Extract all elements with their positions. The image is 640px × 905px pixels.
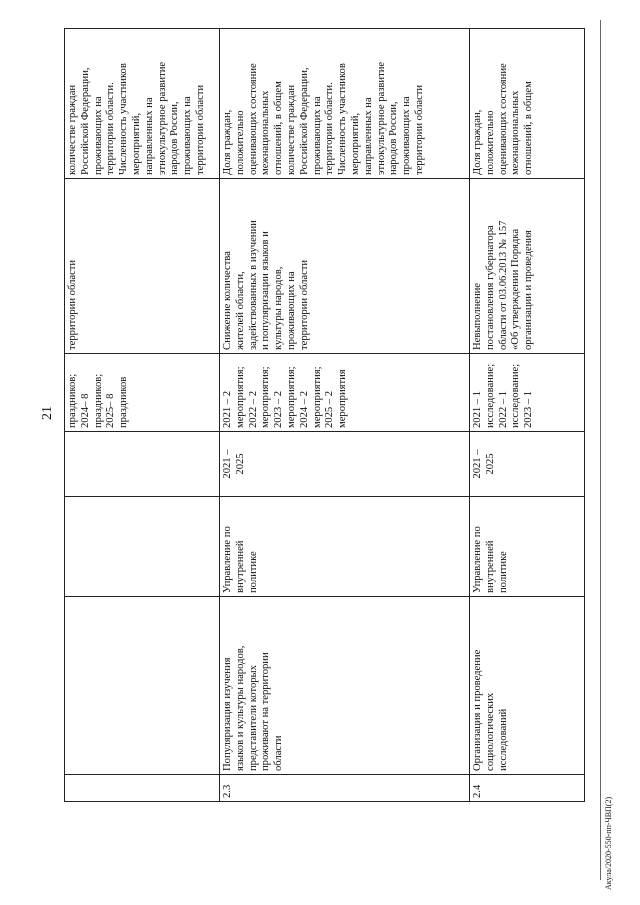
footer-divider	[600, 20, 601, 880]
executor: Управление по внутренней политике	[470, 497, 585, 597]
table-row	[470, 29, 585, 802]
rotated-table-container	[64, 29, 590, 802]
consequence: Снижение количества жителей области, задействованных в изучении и популяризации языков и культуры народов, проживающих на территории области	[220, 179, 470, 354]
event-name: Популяризация изучения языков и культуры народов, представители которых проживают на территории области	[220, 597, 470, 775]
executor: Управление по внутренней политике	[220, 497, 470, 597]
program-table	[64, 28, 585, 802]
table-row	[65, 29, 220, 802]
period: 2021 – 2025	[220, 432, 470, 497]
page-number: 21	[40, 406, 55, 420]
event-name	[65, 597, 220, 775]
row-number: 2.3	[220, 775, 470, 802]
indicators: 2021 – 1 исследование; 2022 – 1 исследование; 2023 – 1	[470, 354, 585, 432]
executor	[65, 497, 220, 597]
table-row	[220, 29, 470, 802]
consequence: Невыполнение постановления губернатора области от 03.06.2013 № 157 «Об утверждении Порядка организации и проведения	[470, 179, 585, 354]
consequence: территории области	[65, 179, 220, 354]
period: 2021 – 2025	[470, 432, 585, 497]
relation: Доля граждан, положительно оценивающих состояние межнациональных отношений, в общем количестве граждан Российской Федерации, проживающих на территории области. Численность участников мероприятий, направленных на этнокультурное развитие народов России, проживающих на территории области	[220, 29, 470, 179]
relation: Доля граждан, положительно оценивающих состояние межнациональных отношений, в общем	[470, 29, 585, 179]
row-number: 2.4	[470, 775, 585, 802]
row-number	[65, 775, 220, 802]
relation: количестве граждан Российской Федерации, проживающих на территории области. Численность участников мероприятий, направленных на этнокультурное развитие народов России, проживающих на территории области	[65, 29, 220, 179]
period	[65, 432, 220, 497]
document-code: Акула/2020-550-пп-ЧВП(2)	[604, 796, 613, 890]
indicators: праздников; 2024– 8 праздников; 2025– 8 праздников	[65, 354, 220, 432]
event-name: Организация и проведение социологических исследований	[470, 597, 585, 775]
indicators: 2021 – 2 мероприятия; 2022 – 2 мероприятия; 2023 – 2 мероприятия; 2024 – 2 мероприятия; 2025 – 2 мероприятия	[220, 354, 470, 432]
